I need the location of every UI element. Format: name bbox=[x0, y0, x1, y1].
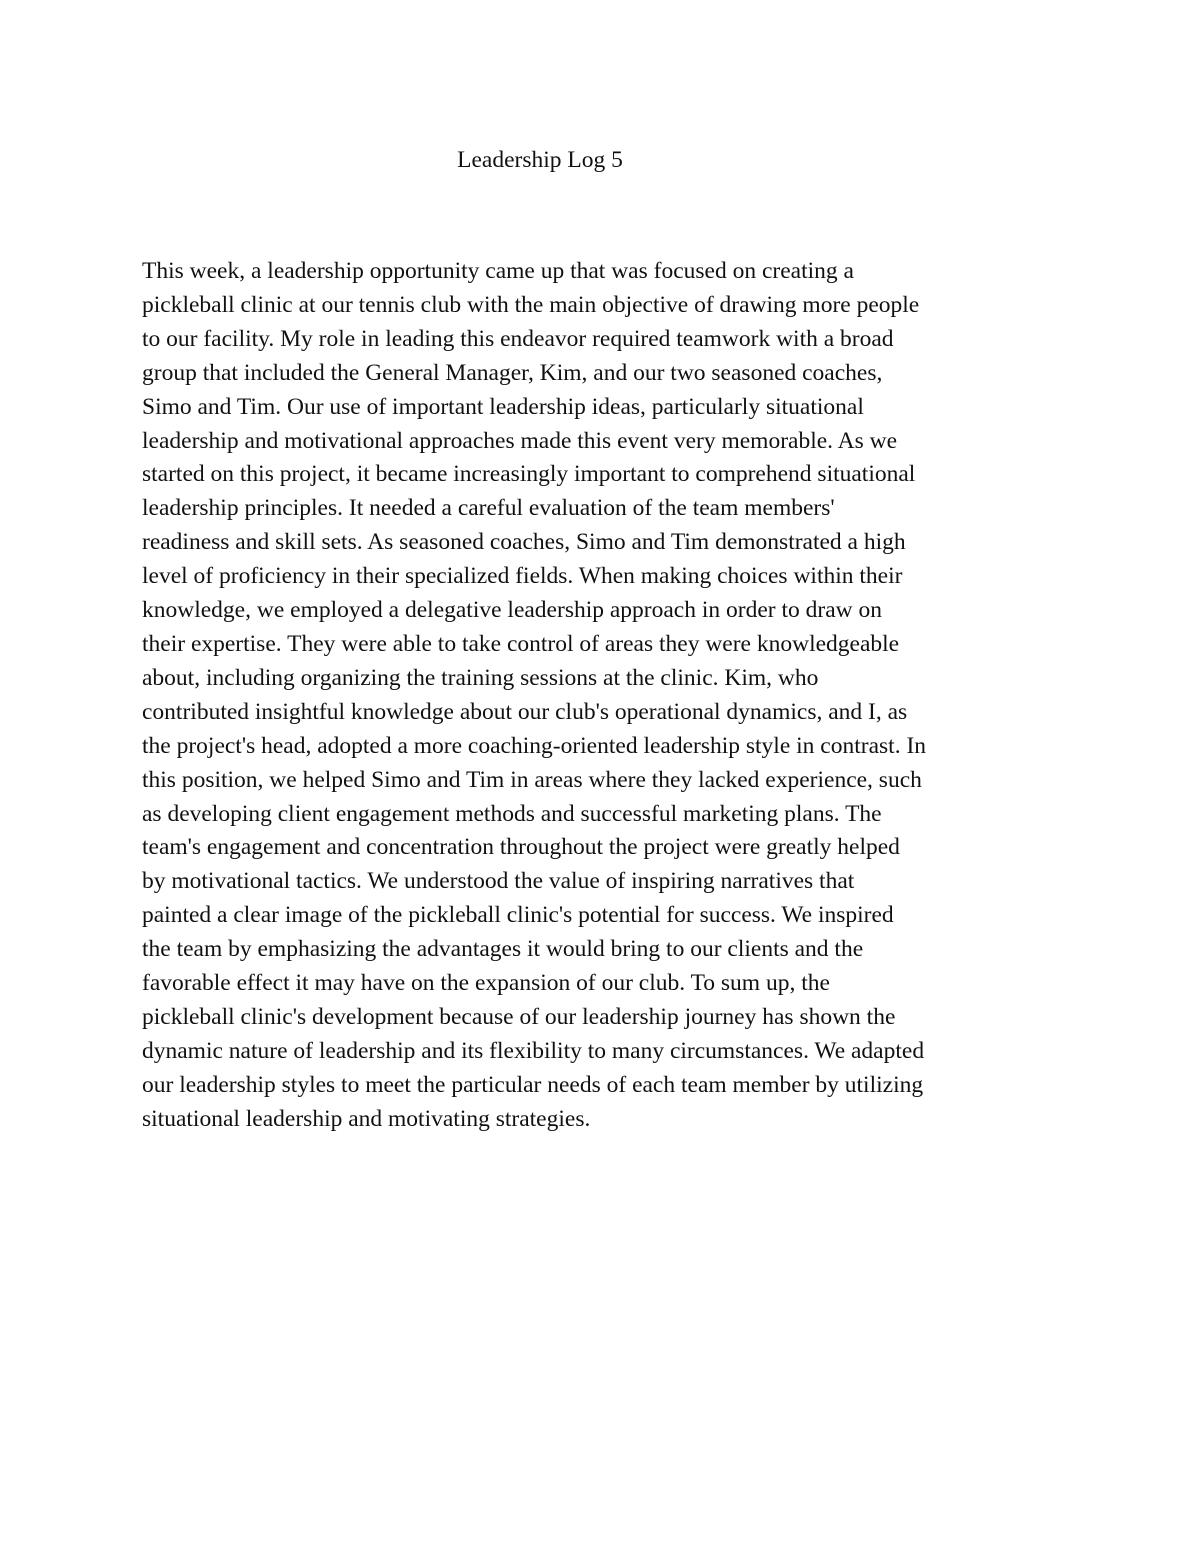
body-line: favorable effect it may have on the expansion of our club. To sum up, the bbox=[142, 970, 830, 997]
body-line: by motivational tactics. We understood the value of inspiring narratives that bbox=[142, 868, 855, 895]
body-line: contributed insightful knowledge about our club's operational dynamics, and I, as bbox=[142, 698, 908, 725]
document-body bbox=[142, 255, 1102, 1137]
body-line: readiness and skill sets. As seasoned coaches, Simo and Tim demonstrated a high bbox=[142, 529, 906, 556]
body-line: pickleball clinic at our tennis club with the main objective of drawing more people bbox=[142, 291, 920, 318]
body-line: pickleball clinic's development because of our leadership journey has shown the bbox=[142, 1003, 896, 1030]
body-line: This week, a leadership opportunity came up that was focused on creating a bbox=[142, 258, 854, 284]
body-line: leadership principles. It needed a careful evaluation of the team members' bbox=[142, 495, 835, 522]
body-line: leadership and motivational approaches made this event very memorable. As we bbox=[142, 427, 898, 454]
body-line: their expertise. They were able to take control of areas they were knowledgeable bbox=[142, 630, 900, 657]
body-line: group that included the General Manager, Kim, and our two seasoned coaches, bbox=[142, 359, 883, 386]
body-line: to our facility. My role in leading this endeavor required teamwork with a broad bbox=[142, 325, 894, 352]
body-line: as developing client engagement methods and successful marketing plans. The bbox=[142, 800, 882, 827]
body-line: team's engagement and concentration throughout the project were greatly helped bbox=[142, 834, 900, 861]
body-line: this position, we helped Simo and Tim in areas where they lacked experience, such bbox=[142, 766, 922, 793]
body-line: situational leadership and motivating strategies. bbox=[142, 1105, 591, 1132]
body-line: knowledge, we employed a delegative leadership approach in order to draw on bbox=[142, 597, 882, 624]
body-line: our leadership styles to meet the particular needs of each team member by utilizing bbox=[142, 1071, 924, 1098]
body-line: the team by emphasizing the advantages it would bring to our clients and the bbox=[142, 936, 864, 963]
document-title: Leadership Log 5 bbox=[457, 147, 623, 173]
body-line: about, including organizing the training sessions at the clinic. Kim, who bbox=[142, 664, 819, 691]
body-line: dynamic nature of leadership and its flexibility to many circumstances. We adapted bbox=[142, 1037, 925, 1064]
body-line: level of proficiency in their specialized fields. When making choices within their bbox=[142, 563, 903, 590]
body-line: started on this project, it became increasingly important to comprehend situational bbox=[142, 461, 916, 488]
body-line: Simo and Tim. Our use of important leadership ideas, particularly situational bbox=[142, 393, 864, 420]
body-line: the project's head, adopted a more coaching-oriented leadership style in contrast. In bbox=[142, 732, 927, 759]
body-line: painted a clear image of the pickleball clinic's potential for success. We inspired bbox=[142, 902, 894, 929]
